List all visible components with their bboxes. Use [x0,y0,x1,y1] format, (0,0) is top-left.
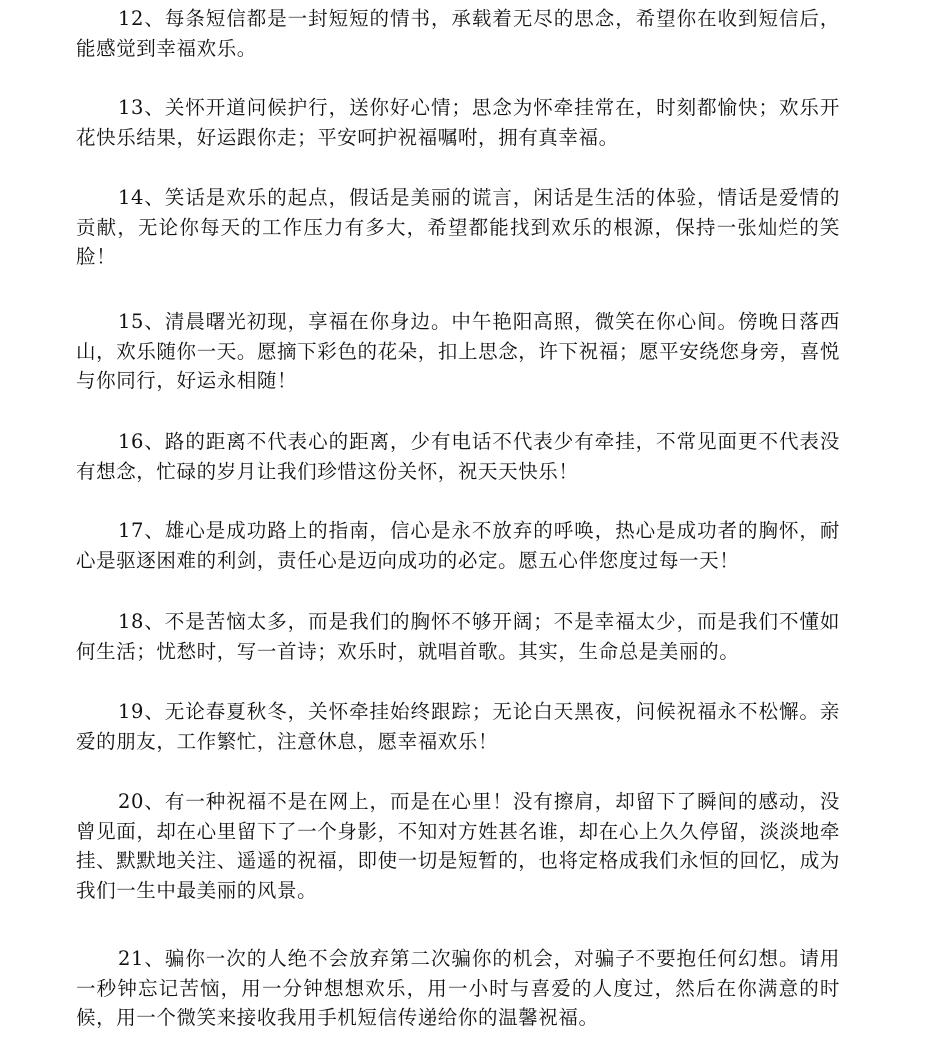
paragraph-18: 18、不是苦恼太多，而是我们的胸怀不够开阔；不是幸福太少，而是我们不懂如何生活；忧愁时，写一首诗；欢乐时，就唱首歌。其实，生命总是美丽的。 [76,610,840,663]
paragraph-12: 12、每条短信都是一封短短的情书，承载着无尽的思念，希望你在收到短信后，能感觉到幸福欢乐。 [76,7,840,60]
paragraph-13: 13、关怀开道问候护行，送你好心情；思念为怀牵挂常在，时刻都愉快；欢乐开花快乐结果，好运跟你走；平安呵护祝福嘱咐，拥有真幸福。 [76,96,840,149]
paragraph-15: 15、清晨曙光初现，享福在你身边。中午艳阳高照，微笑在你心间。傍晚日落西山，欢乐随你一天。愿摘下彩色的花朵，扣上思念，许下祝福；愿平安绕您身旁，喜悦与你同行，好运永相随！ [76,310,840,392]
paragraph-16: 16、路的距离不代表心的距离，少有电话不代表少有牵挂，不常见面更不代表没有想念，忙碌的岁月让我们珍惜这份关怀，祝天天快乐！ [76,430,840,483]
paragraph-19: 19、无论春夏秋冬，关怀牵挂始终跟踪；无论白天黑夜，问候祝福永不松懈。亲爱的朋友，工作繁忙，注意休息，愿幸福欢乐！ [76,700,840,753]
paragraph-20: 20、有一种祝福不是在网上，而是在心里！没有擦肩，却留下了瞬间的感动，没曾见面，却在心里留下了一个身影，不知对方姓甚名谁，却在心上久久停留，淡淡地牵挂、默默地关注、遥遥的祝福，即使一切是短暂的，也将定格成我们永恒的回忆，成为我们一生中最美丽的风景。 [76,790,840,902]
paragraph-17: 17、雄心是成功路上的指南，信心是永不放弃的呼唤，热心是成功者的胸怀，耐心是驱逐困难的利剑，责任心是迈向成功的必定。愿五心伴您度过每一天！ [76,519,840,572]
paragraph-14: 14、笑话是欢乐的起点，假话是美丽的谎言，闲话是生活的体验，情话是爱情的贡献，无论你每天的工作压力有多大，希望都能找到欢乐的根源，保持一张灿烂的笑脸！ [76,186,840,268]
paragraph-21: 21、骗你一次的人绝不会放弃第二次骗你的机会，对骗子不要抱任何幻想。请用一秒钟忘记苦恼，用一分钟想想欢乐，用一小时与喜爱的人度过，然后在你满意的时候，用一个微笑来接收我用手机短信传递给你的温馨祝福。 [76,947,840,1029]
